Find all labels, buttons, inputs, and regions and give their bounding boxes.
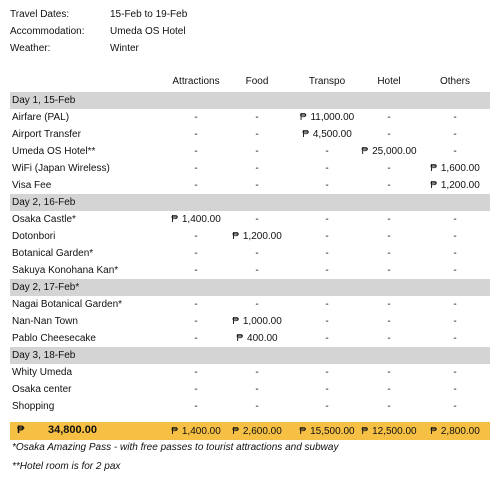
item-label: Shopping	[12, 401, 55, 412]
item-label: Sakuya Konohana Kan*	[12, 265, 119, 276]
amount-cell	[164, 214, 228, 225]
column-header: Attractions	[172, 76, 220, 87]
empty-cell: -	[325, 180, 329, 191]
day-section-header	[10, 194, 490, 211]
empty-cell: -	[387, 180, 391, 191]
empty-cell: -	[453, 129, 457, 140]
empty-cell: -	[194, 231, 198, 242]
peso-sign: ₱	[171, 214, 178, 225]
empty-cell: -	[453, 333, 457, 344]
amount-value: 1,000.00	[242, 316, 282, 327]
amount-value: 12,500.00	[372, 426, 417, 437]
peso-sign: ₱	[17, 424, 25, 436]
empty-cell: -	[387, 265, 391, 276]
expense-row	[10, 211, 490, 228]
amount-cell	[227, 316, 287, 327]
amount-cell	[425, 163, 485, 174]
item-label: Whity Umeda	[12, 367, 73, 378]
empty-cell: -	[194, 265, 198, 276]
empty-cell: -	[387, 401, 391, 412]
item-label: Visa Fee	[12, 180, 52, 191]
info-label: Accommodation:	[10, 26, 85, 37]
empty-cell: -	[453, 265, 457, 276]
item-label: Osaka center	[12, 384, 72, 395]
empty-cell: -	[387, 248, 391, 259]
empty-cell: -	[387, 384, 391, 395]
note-amazing-pass: *Osaka Amazing Pass - with free passes to tourist attractions and subway	[12, 442, 339, 453]
item-label: Dotonbori	[12, 231, 56, 242]
empty-cell: -	[255, 163, 259, 174]
note-hotel-room: **Hotel room is for 2 pax	[12, 461, 121, 472]
expense-row	[10, 245, 490, 262]
info-label: Travel Dates:	[10, 9, 70, 20]
empty-cell: -	[255, 112, 259, 123]
item-label: Airport Transfer	[12, 129, 81, 140]
empty-cell: -	[325, 163, 329, 174]
amount-value: 1,200.00	[242, 231, 282, 242]
empty-cell: -	[453, 112, 457, 123]
info-label: Weather:	[10, 43, 51, 54]
amount-value: 1,200.00	[440, 180, 480, 191]
amount-value: 4,500.00	[312, 129, 352, 140]
empty-cell: -	[255, 214, 259, 225]
peso-sign: ₱	[232, 231, 239, 242]
empty-cell: -	[325, 265, 329, 276]
empty-cell: -	[387, 163, 391, 174]
item-label: WiFi (Japan Wireless)	[12, 163, 110, 174]
expense-row	[10, 313, 490, 330]
empty-cell: -	[325, 316, 329, 327]
expense-row	[10, 160, 490, 177]
empty-cell: -	[255, 384, 259, 395]
empty-cell: -	[387, 231, 391, 242]
expense-row	[10, 296, 490, 313]
column-total	[358, 426, 420, 437]
empty-cell: -	[325, 214, 329, 225]
amount-value: 400.00	[247, 333, 278, 344]
amount-value: 1,600.00	[440, 163, 480, 174]
peso-sign: ₱	[430, 163, 437, 174]
day-section-header	[10, 92, 490, 109]
amount-value: 1,400.00	[181, 214, 221, 225]
column-header: Hotel	[377, 76, 401, 87]
total-row	[10, 422, 490, 440]
empty-cell: -	[194, 384, 198, 395]
peso-sign: ₱	[236, 333, 244, 344]
peso-sign: ₱	[430, 426, 437, 437]
expense-row	[10, 228, 490, 245]
empty-cell: -	[255, 367, 259, 378]
column-header: Food	[245, 76, 269, 87]
amount-cell	[425, 180, 485, 191]
empty-cell: -	[194, 299, 198, 310]
info-value: Umeda OS Hotel	[110, 26, 186, 37]
empty-cell: -	[194, 401, 198, 412]
empty-cell: -	[194, 180, 198, 191]
info-value: Winter	[110, 43, 139, 54]
peso-sign: ₱	[299, 426, 307, 437]
empty-cell: -	[255, 129, 259, 140]
column-header: Others	[439, 76, 470, 87]
expense-row	[10, 364, 490, 381]
empty-cell: -	[325, 146, 329, 157]
empty-cell: -	[453, 401, 457, 412]
expense-row	[10, 262, 490, 279]
empty-cell: -	[255, 248, 259, 259]
empty-cell: -	[453, 214, 457, 225]
empty-cell: -	[255, 299, 259, 310]
day-label: Day 2, 16-Feb	[12, 197, 76, 208]
empty-cell: -	[453, 146, 457, 157]
column-header: Transpo	[308, 76, 346, 87]
day-label: Day 1, 15-Feb	[12, 95, 76, 106]
day-label: Day 3, 18-Feb	[12, 350, 76, 361]
peso-sign: ₱	[302, 129, 309, 140]
empty-cell: -	[255, 146, 259, 157]
amount-value: 25,000.00	[372, 146, 417, 157]
peso-sign: ₱	[171, 426, 178, 437]
amount-cell	[295, 129, 359, 140]
empty-cell: -	[255, 180, 259, 191]
column-total	[164, 426, 228, 437]
amount-cell	[358, 146, 420, 157]
day-label: Day 2, 17-Feb*	[12, 282, 80, 293]
item-label: Airfare (PAL)	[12, 112, 70, 123]
empty-cell: -	[194, 367, 198, 378]
empty-cell: -	[194, 129, 198, 140]
empty-cell: -	[387, 129, 391, 140]
empty-cell: -	[387, 299, 391, 310]
amount-value: 15,500.00	[310, 426, 355, 437]
expense-row	[10, 398, 490, 415]
empty-cell: -	[387, 214, 391, 225]
empty-cell: -	[325, 384, 329, 395]
empty-cell: -	[387, 367, 391, 378]
item-label: Botanical Garden*	[12, 248, 94, 259]
empty-cell: -	[255, 265, 259, 276]
empty-cell: -	[453, 248, 457, 259]
empty-cell: -	[453, 384, 457, 395]
empty-cell: -	[194, 112, 198, 123]
empty-cell: -	[453, 299, 457, 310]
empty-cell: -	[325, 367, 329, 378]
amount-value: 2,800.00	[440, 426, 480, 437]
empty-cell: -	[325, 231, 329, 242]
empty-cell: -	[255, 401, 259, 412]
empty-cell: -	[453, 231, 457, 242]
empty-cell: -	[325, 299, 329, 310]
item-label: Umeda OS Hotel**	[12, 146, 96, 157]
empty-cell: -	[453, 316, 457, 327]
empty-cell: -	[194, 163, 198, 174]
day-section-header	[10, 279, 490, 296]
expense-row	[10, 126, 490, 143]
amount-cell	[227, 231, 287, 242]
info-value: 15-Feb to 19-Feb	[110, 9, 188, 20]
peso-sign: ₱	[361, 426, 369, 437]
day-section-header	[10, 347, 490, 364]
item-label: Nan-Nan Town	[12, 316, 78, 327]
empty-cell: -	[194, 316, 198, 327]
expense-row	[10, 109, 490, 126]
peso-sign: ₱	[232, 316, 239, 327]
column-total	[295, 426, 359, 437]
expense-row	[10, 143, 490, 160]
grand-total: 34,800.00	[48, 424, 97, 436]
peso-sign: ₱	[232, 426, 239, 437]
empty-cell: -	[453, 367, 457, 378]
peso-sign: ₱	[299, 112, 307, 123]
peso-sign: ₱	[361, 146, 369, 157]
empty-cell: -	[194, 248, 198, 259]
item-label: Osaka Castle*	[12, 214, 76, 225]
amount-value: 1,400.00	[181, 426, 221, 437]
empty-cell: -	[194, 146, 198, 157]
empty-cell: -	[194, 333, 198, 344]
item-label: Pablo Cheesecake	[12, 333, 96, 344]
column-total	[227, 426, 287, 437]
amount-value: 11,000.00	[310, 112, 355, 123]
empty-cell: -	[387, 316, 391, 327]
empty-cell: -	[387, 333, 391, 344]
empty-cell: -	[325, 248, 329, 259]
amount-cell	[295, 112, 359, 123]
expense-row	[10, 177, 490, 194]
column-total	[425, 426, 485, 437]
empty-cell: -	[387, 112, 391, 123]
item-label: Nagai Botanical Garden*	[12, 299, 123, 310]
amount-cell	[227, 333, 287, 344]
peso-sign: ₱	[430, 180, 437, 191]
empty-cell: -	[325, 401, 329, 412]
expense-row	[10, 330, 490, 347]
amount-value: 2,600.00	[242, 426, 282, 437]
empty-cell: -	[325, 333, 329, 344]
expense-row	[10, 381, 490, 398]
